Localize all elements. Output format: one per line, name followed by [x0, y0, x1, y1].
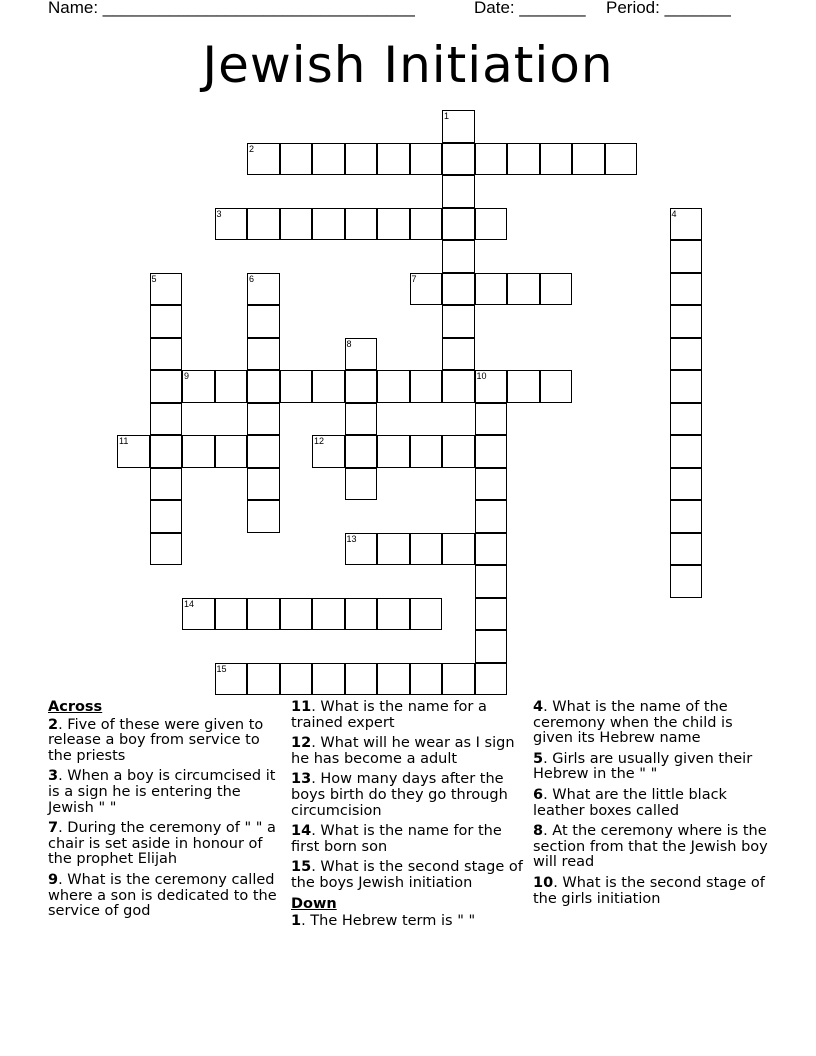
grid-cell[interactable]	[377, 663, 410, 696]
grid-cell[interactable]	[345, 468, 378, 501]
clue-text: . What is the second stage of the girls initiation	[533, 874, 765, 907]
grid-cell[interactable]	[475, 565, 508, 598]
clue-number-label: 2	[249, 143, 255, 154]
grid-cell[interactable]	[475, 500, 508, 533]
clue-text: . What is the ceremony called where a son is dedicated to the service of god	[48, 871, 277, 920]
grid-cell[interactable]	[605, 143, 638, 176]
clue-item	[291, 736, 527, 767]
grid-cell[interactable]	[410, 598, 443, 631]
grid-cell[interactable]	[377, 435, 410, 468]
grid-cell[interactable]	[150, 403, 183, 436]
grid-cell[interactable]	[475, 630, 508, 663]
grid-cell[interactable]	[150, 500, 183, 533]
grid-cell[interactable]	[410, 663, 443, 696]
grid-cell[interactable]	[475, 143, 508, 176]
grid-cell[interactable]	[442, 435, 475, 468]
name-field[interactable]: Name: _________________________________	[48, 0, 415, 17]
grid-cell[interactable]	[410, 143, 443, 176]
down-clue-list-continued	[533, 700, 769, 907]
grid-cell[interactable]	[442, 663, 475, 696]
clue-text: . Girls are usually given their Hebrew in the " "	[533, 750, 753, 783]
grid-cell[interactable]	[670, 533, 703, 566]
grid-cell[interactable]	[345, 208, 378, 241]
grid-cell[interactable]	[475, 435, 508, 468]
clue-number: 13	[291, 771, 312, 788]
grid-cell[interactable]	[475, 663, 508, 696]
grid-cell[interactable]	[280, 143, 313, 176]
clue-text: . Five of these were given to release a boy from service to the priests	[48, 716, 264, 764]
grid-cell[interactable]	[410, 435, 443, 468]
grid-cell[interactable]	[670, 240, 703, 273]
clue-number: 15	[291, 859, 312, 876]
grid-cell[interactable]	[312, 370, 345, 403]
down-heading: Down	[291, 895, 337, 912]
clue-item	[291, 824, 527, 855]
grid-cell[interactable]	[377, 208, 410, 241]
grid-cell[interactable]	[150, 533, 183, 566]
grid-cell[interactable]	[670, 435, 703, 468]
grid-cell[interactable]	[442, 175, 475, 208]
grid-cell[interactable]	[670, 403, 703, 436]
clue-number: 6	[533, 786, 544, 803]
down-clue-list	[291, 914, 527, 930]
grid-cell[interactable]	[215, 598, 248, 631]
grid-cell[interactable]	[345, 435, 378, 468]
grid-cell[interactable]	[442, 533, 475, 566]
grid-cell[interactable]	[670, 338, 703, 371]
grid-cell[interactable]	[670, 305, 703, 338]
clue-text: . The Hebrew term is " "	[301, 913, 476, 930]
across-clue-list-continued	[291, 700, 527, 892]
grid-cell[interactable]	[247, 305, 280, 338]
clue-text: . At the ceremony where is the section from that the Jewish boy will read	[533, 823, 768, 871]
grid-cell[interactable]	[247, 468, 280, 501]
clue-number: 2	[48, 716, 59, 733]
clue-number-label: 12	[314, 436, 325, 446]
grid-cell[interactable]	[442, 240, 475, 273]
grid-cell[interactable]	[442, 305, 475, 338]
clues-column-3	[533, 700, 769, 912]
grid-cell[interactable]	[507, 143, 540, 176]
grid-cell[interactable]	[540, 273, 573, 306]
clue-text: . When a boy is circumcised it is a sign he is entering the Jewish " "	[48, 768, 276, 816]
grid-cell[interactable]	[475, 273, 508, 306]
grid-cell[interactable]	[572, 143, 605, 176]
grid-cell[interactable]	[312, 663, 345, 696]
grid-cell[interactable]	[247, 338, 280, 371]
grid-cell[interactable]	[150, 305, 183, 338]
grid-cell[interactable]	[280, 370, 313, 403]
grid-cell[interactable]	[410, 370, 443, 403]
clue-number: 8	[533, 823, 544, 840]
clue-number-label: 7	[411, 273, 417, 284]
grid-cell[interactable]	[377, 533, 410, 566]
clue-text: . What are the little black leather boxes called	[533, 786, 727, 819]
date-field[interactable]: Date: _______	[474, 0, 586, 17]
grid-cell[interactable]	[345, 598, 378, 631]
grid-cell[interactable]	[670, 370, 703, 403]
clue-item	[533, 788, 769, 819]
grid-cell[interactable]	[475, 403, 508, 436]
clue-item	[291, 700, 527, 731]
grid-cell[interactable]	[247, 663, 280, 696]
grid-cell[interactable]	[312, 208, 345, 241]
grid-cell[interactable]	[540, 143, 573, 176]
clue-item	[533, 876, 769, 907]
period-field[interactable]: Period: _______	[606, 0, 731, 17]
grid-cell[interactable]	[280, 208, 313, 241]
clue-text: . What is the second stage of the boys Jewish initiation	[291, 859, 523, 891]
grid-cell[interactable]	[312, 598, 345, 631]
clue-item	[48, 769, 284, 816]
grid-cell[interactable]	[247, 500, 280, 533]
clue-number-label: 10	[476, 371, 487, 381]
clue-number: 1	[291, 913, 302, 930]
clue-number: 4	[533, 699, 544, 715]
grid-cell[interactable]	[507, 273, 540, 306]
clue-text: . How many days after the boys birth do they go through circumcision	[291, 771, 508, 819]
clue-number-label: 1	[444, 111, 450, 121]
clue-number: 10	[533, 874, 554, 891]
grid-cell[interactable]	[442, 338, 475, 371]
clue-number: 5	[533, 750, 544, 767]
clue-number-label: 9	[184, 371, 190, 381]
clue-number-label: 15	[216, 663, 227, 674]
page-title: Jewish Initiation	[202, 36, 614, 94]
clue-item	[533, 752, 769, 783]
grid-cell[interactable]	[410, 208, 443, 241]
grid-cell[interactable]	[215, 435, 248, 468]
clue-item	[48, 821, 284, 868]
clue-item	[533, 700, 769, 747]
grid-cell[interactable]	[345, 370, 378, 403]
grid-cell[interactable]	[150, 468, 183, 501]
clue-number: 3	[48, 768, 59, 785]
clue-number-label: 13	[346, 533, 357, 544]
grid-cell[interactable]	[377, 598, 410, 631]
clue-number-label: 8	[346, 338, 352, 349]
clue-text: . During the ceremony of " " a chair is set aside in honour of the prophet Elijah	[48, 820, 276, 868]
across-clue-list	[48, 718, 284, 920]
clue-text: . What is the name for the first born son	[291, 823, 502, 855]
grid-cell[interactable]	[442, 208, 475, 241]
clue-text: . What is the name for a trained expert	[291, 699, 487, 731]
clue-number-label: 5	[151, 273, 157, 284]
grid-cell[interactable]	[442, 273, 475, 306]
clue-item	[291, 914, 527, 930]
grid-cell[interactable]	[475, 208, 508, 241]
clue-number: 14	[291, 823, 312, 840]
grid-cell[interactable]	[150, 338, 183, 371]
grid-cell[interactable]	[345, 403, 378, 436]
grid-cell[interactable]	[150, 435, 183, 468]
grid-cell[interactable]	[247, 435, 280, 468]
grid-cell[interactable]	[247, 403, 280, 436]
grid-cell[interactable]	[377, 143, 410, 176]
clues-column-1	[48, 700, 284, 925]
grid-cell[interactable]	[215, 370, 248, 403]
grid-cell[interactable]	[247, 208, 280, 241]
grid-cell[interactable]	[670, 565, 703, 598]
grid-cell[interactable]	[670, 273, 703, 306]
clue-number-label: 14	[184, 598, 195, 609]
grid-cell[interactable]	[475, 468, 508, 501]
clues-column-2	[291, 700, 527, 935]
grid-cell[interactable]	[345, 143, 378, 176]
grid-cell[interactable]	[507, 370, 540, 403]
grid-cell[interactable]	[182, 435, 215, 468]
grid-cell[interactable]	[442, 143, 475, 176]
clue-text: . What is the name of the ceremony when the child is given its Hebrew name	[533, 699, 733, 747]
clue-text: . What will he wear as I sign he has become a adult	[291, 735, 515, 767]
grid-cell[interactable]	[475, 598, 508, 631]
grid-cell[interactable]	[247, 598, 280, 631]
grid-cell[interactable]	[280, 663, 313, 696]
clue-item	[291, 772, 527, 819]
grid-cell[interactable]	[150, 370, 183, 403]
grid-cell[interactable]	[345, 663, 378, 696]
clue-number: 12	[291, 735, 312, 752]
clue-item	[291, 860, 527, 891]
grid-cell[interactable]	[280, 598, 313, 631]
grid-cell[interactable]	[475, 533, 508, 566]
grid-cell[interactable]	[670, 500, 703, 533]
grid-cell[interactable]	[312, 143, 345, 176]
clue-item	[533, 824, 769, 871]
clue-number: 7	[48, 820, 59, 837]
grid-cell[interactable]	[247, 370, 280, 403]
grid-cell[interactable]	[377, 370, 410, 403]
grid-cell[interactable]	[670, 468, 703, 501]
clue-number: 9	[48, 871, 59, 888]
clue-number-label: 3	[216, 208, 222, 219]
clue-number-label: 6	[249, 273, 255, 284]
across-heading: Across	[48, 699, 103, 715]
clue-number-label: 11	[119, 436, 129, 446]
clue-number-label: 4	[671, 208, 677, 219]
clue-item	[48, 718, 284, 765]
grid-cell[interactable]	[540, 370, 573, 403]
grid-cell[interactable]	[442, 370, 475, 403]
clue-item	[48, 873, 284, 920]
clue-number: 11	[291, 699, 312, 715]
grid-cell[interactable]	[410, 533, 443, 566]
